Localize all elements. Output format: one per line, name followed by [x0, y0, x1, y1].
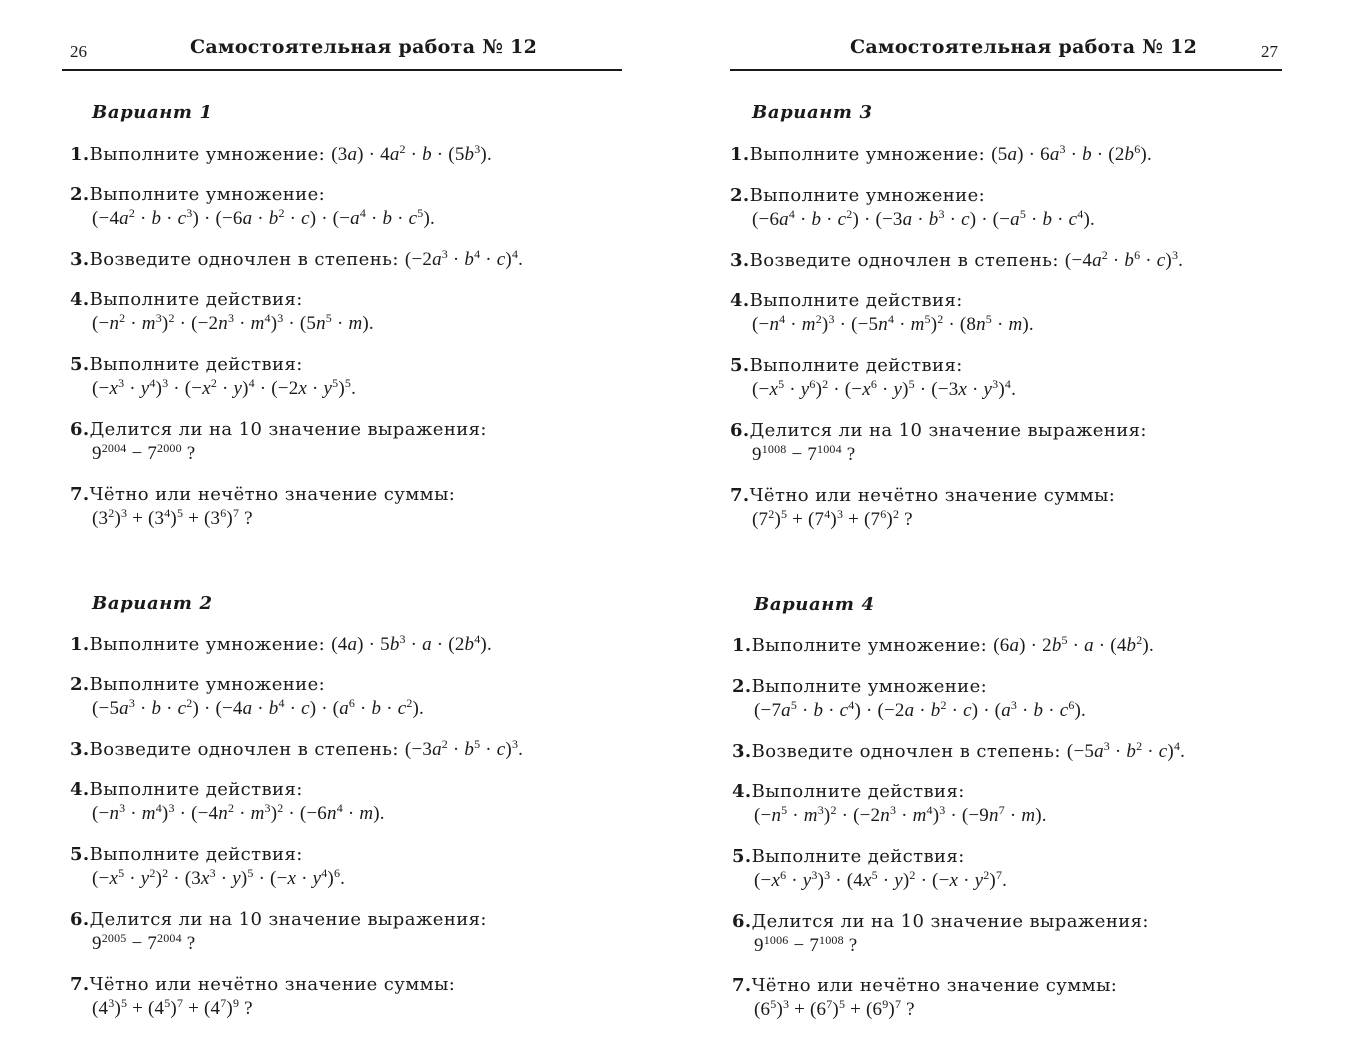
task-expression: $(-n^3 \cdot m^4)^3 \cdot (-4n^2 \cdot m^3)^2 \cdot (-6n^4 \cdot m)$.	[92, 801, 385, 824]
task-6	[732, 910, 1149, 959]
task-2	[70, 673, 424, 722]
task-expression: $(-n^5 \cdot m^3)^2 \cdot (-2n^3 \cdot m^4)^3 \cdot (-9n^7 \cdot m)$.	[754, 803, 1047, 826]
task-expression: $(-7a^5 \cdot b \cdot c^4) \cdot (-2a \cdot b^2 \cdot c) \cdot (a^3 \cdot b \cdot c^6)$.	[754, 698, 1087, 721]
task-number: 6.	[730, 420, 750, 441]
task-expression: $(-5a^3 \cdot b^2 \cdot c)^4$.	[1066, 739, 1186, 762]
task-number: 1.	[732, 635, 752, 656]
task-expression: $(-n^4 \cdot m^2)^3 \cdot (-5n^4 \cdot m^5)^2 \cdot (8n^5 \cdot m)$.	[752, 312, 1034, 335]
task-6	[70, 418, 487, 467]
task-expression: $9^{1008} - 7^{1004}$ ?	[752, 442, 856, 465]
task-expression: $(-2a^3 \cdot b^4 \cdot c)^4$.	[404, 247, 524, 270]
task-number: 5.	[70, 354, 90, 375]
task-number: 2.	[70, 184, 90, 205]
task-number: 5.	[70, 844, 90, 865]
task-expression: $(3a) \cdot 4a^2 \cdot b \cdot (5b^3)$.	[331, 142, 492, 165]
task-5	[732, 845, 1007, 894]
task-5	[730, 354, 1016, 403]
task-number: 1.	[70, 144, 90, 165]
task-text: Выполните умножение:	[89, 634, 332, 655]
task-number: 7.	[732, 975, 752, 996]
task-expression: $(-4a^2 \cdot b^6 \cdot c)^3$.	[1064, 248, 1184, 271]
variant-title: Вариант 2	[92, 593, 213, 614]
task-2	[70, 183, 435, 232]
task-number: 7.	[70, 484, 90, 505]
header-rule	[730, 69, 1282, 71]
task-text: Выполните умножение:	[89, 144, 332, 165]
task-number: 3.	[730, 250, 750, 271]
task-text: Возведите одночлен в степень:	[89, 739, 405, 760]
variant-title: Вариант 4	[754, 594, 875, 615]
task-1	[70, 633, 492, 658]
task-7	[730, 484, 1115, 533]
task-text: Выполните умножение:	[751, 676, 988, 697]
task-number: 6.	[70, 419, 90, 440]
task-text: Выполните действия:	[89, 354, 303, 375]
task-text: Чётно или нечётно значение суммы:	[751, 975, 1118, 996]
task-number: 1.	[730, 144, 750, 165]
task-expression: $(3^2)^3 + (3^4)^5 + (3^6)^7$ ?	[92, 506, 253, 529]
task-text: Делится ли на 10 значение выражения:	[89, 419, 487, 440]
task-text: Выполните действия:	[89, 289, 303, 310]
task-number: 5.	[732, 846, 752, 867]
task-number: 3.	[70, 249, 90, 270]
task-number: 2.	[732, 676, 752, 697]
task-text: Возведите одночлен в степень:	[89, 249, 405, 270]
task-5	[70, 843, 345, 892]
task-number: 1.	[70, 634, 90, 655]
task-number: 6.	[732, 911, 752, 932]
task-text: Делится ли на 10 значение выражения:	[751, 911, 1149, 932]
task-4	[730, 289, 1034, 338]
variant-title: Вариант 1	[92, 102, 213, 123]
task-number: 4.	[70, 779, 90, 800]
task-text: Выполните умножение:	[89, 184, 326, 205]
task-expression: $(-x^3 \cdot y^4)^3 \cdot (-x^2 \cdot y)^4 \cdot (-2x \cdot y^5)^5$.	[92, 376, 357, 399]
task-7	[732, 974, 1117, 1023]
page-number: 27	[1261, 42, 1278, 61]
task-1	[732, 634, 1154, 659]
task-expression: $(-3a^2 \cdot b^5 \cdot c)^3$.	[404, 737, 524, 760]
task-4	[70, 778, 385, 827]
task-text: Возведите одночлен в степень:	[749, 250, 1065, 271]
task-number: 4.	[70, 289, 90, 310]
task-1	[70, 143, 492, 168]
task-expression: $(-x^5 \cdot y^2)^2 \cdot (3x^3 \cdot y)^5 \cdot (-x \cdot y^4)^6$.	[92, 866, 346, 889]
task-expression: $(-x^5 \cdot y^6)^2 \cdot (-x^6 \cdot y)^5 \cdot (-3x \cdot y^3)^4$.	[752, 377, 1017, 400]
task-text: Выполните действия:	[749, 290, 963, 311]
task-text: Чётно или нечётно значение суммы:	[89, 484, 456, 505]
task-expression: $9^{1006} - 7^{1008}$ ?	[754, 933, 858, 956]
task-4	[70, 288, 374, 337]
task-expression: $(5a) \cdot 6a^3 \cdot b \cdot (2b^6)$.	[991, 142, 1152, 165]
task-expression: $(-6a^4 \cdot b \cdot c^2) \cdot (-3a \cdot b^3 \cdot c) \cdot (-a^5 \cdot b \cdot c^4)$.	[752, 207, 1095, 230]
task-text: Выполните действия:	[89, 844, 303, 865]
task-3	[730, 249, 1183, 274]
task-number: 4.	[732, 781, 752, 802]
task-text: Выполните умножение:	[89, 674, 326, 695]
variant-title: Вариант 3	[752, 102, 873, 123]
task-number: 7.	[70, 974, 90, 995]
task-expression: $9^{2004} - 7^{2000}$ ?	[92, 441, 196, 464]
task-number: 4.	[730, 290, 750, 311]
task-expression: $(-n^2 \cdot m^3)^2 \cdot (-2n^3 \cdot m^4)^3 \cdot (5n^5 \cdot m)$.	[92, 311, 374, 334]
task-expression: $(6^5)^3 + (6^7)^5 + (6^9)^7$ ?	[754, 997, 915, 1020]
task-text: Возведите одночлен в степень:	[751, 741, 1067, 762]
left-page	[0, 0, 660, 1045]
page-header-title: Самостоятельная работа № 12	[190, 36, 538, 58]
task-expression: $(7^2)^5 + (7^4)^3 + (7^6)^2$ ?	[752, 507, 913, 530]
task-7	[70, 483, 455, 532]
task-text: Выполните действия:	[751, 781, 965, 802]
task-3	[70, 248, 523, 273]
task-expression: $(-4a^2 \cdot b \cdot c^3) \cdot (-6a \cdot b^2 \cdot c) \cdot (-a^4 \cdot b \cdot c^5)$.	[92, 206, 435, 229]
task-number: 3.	[70, 739, 90, 760]
task-5	[70, 353, 356, 402]
task-number: 3.	[732, 741, 752, 762]
task-3	[732, 740, 1185, 765]
task-text: Делится ли на 10 значение выражения:	[749, 420, 1147, 441]
task-text: Чётно или нечётно значение суммы:	[749, 485, 1116, 506]
task-number: 2.	[70, 674, 90, 695]
task-1	[730, 143, 1152, 168]
task-text: Выполните умножение:	[749, 185, 986, 206]
task-text: Делится ли на 10 значение выражения:	[89, 909, 487, 930]
task-text: Выполните умножение:	[751, 635, 994, 656]
task-number: 7.	[730, 485, 750, 506]
task-text: Выполните действия:	[751, 846, 965, 867]
task-expression: $9^{2005} - 7^{2004}$ ?	[92, 931, 196, 954]
page-header-title: Самостоятельная работа № 12	[850, 36, 1198, 58]
task-expression: $(4^3)^5 + (4^5)^7 + (4^7)^9$ ?	[92, 996, 253, 1019]
task-text: Выполните умножение:	[749, 144, 992, 165]
task-6	[70, 908, 487, 957]
task-number: 5.	[730, 355, 750, 376]
task-2	[730, 184, 1095, 233]
page-number: 26	[70, 42, 87, 61]
task-text: Выполните действия:	[89, 779, 303, 800]
task-expression: $(-5a^3 \cdot b \cdot c^2) \cdot (-4a \cdot b^4 \cdot c) \cdot (a^6 \cdot b \cdot c^2)$.	[92, 696, 425, 719]
task-text: Чётно или нечётно значение суммы:	[89, 974, 456, 995]
task-4	[732, 780, 1047, 829]
task-expression: $(6a) \cdot 2b^5 \cdot a \cdot (4b^2)$.	[993, 633, 1154, 656]
task-number: 6.	[70, 909, 90, 930]
task-6	[730, 419, 1147, 468]
task-number: 2.	[730, 185, 750, 206]
header-rule	[62, 69, 622, 71]
task-expression: $(-x^6 \cdot y^3)^3 \cdot (4x^5 \cdot y)^2 \cdot (-x \cdot y^2)^7$.	[754, 868, 1008, 891]
task-7	[70, 973, 455, 1022]
task-text: Выполните действия:	[749, 355, 963, 376]
right-page	[700, 0, 1359, 1045]
task-2	[732, 675, 1086, 724]
task-3	[70, 738, 523, 763]
task-expression: $(4a) \cdot 5b^3 \cdot a \cdot (2b^4)$.	[331, 632, 492, 655]
